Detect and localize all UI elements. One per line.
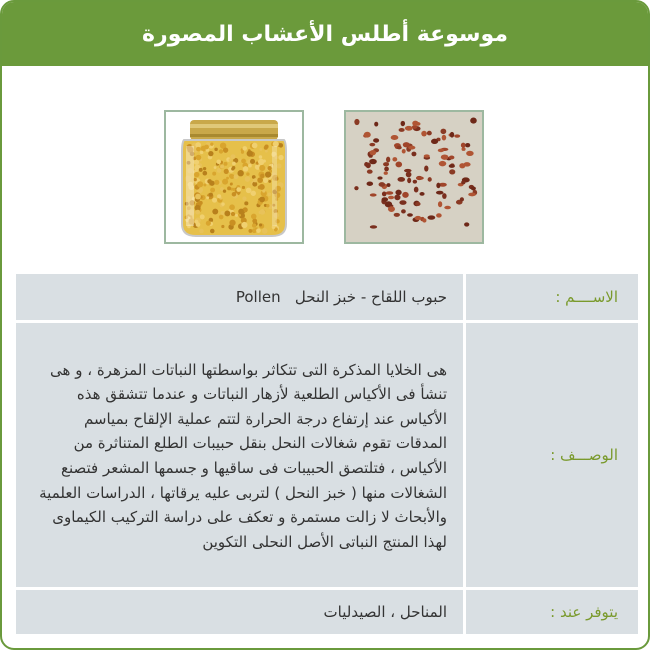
jar-photo-icon [166, 112, 302, 242]
page-title-text: موسوعة أطلس الأعشاب المصورة [142, 21, 508, 47]
seeds-photo-icon [346, 112, 482, 242]
description-value [16, 323, 463, 587]
page-title [2, 2, 648, 66]
description-text: هى الخلايا المذكرة التى تتكاثر بواسطتها النباتات المزهرة ، و هى تنشأ فى الأكياس الطلعية لأزهار النباتات و عندما تتشقق هذه الأكياس عند إرتفاع درجة الحرارة لتتم عملية الإلقاح بمياسم المدقات تقوم شغالات النحل بنقل حبيبات الطلع المتناثرة من الأكياس ، فتلتصق الحبيبات فى ساقيها و جسمها المشعر فتصنع الشغالات منها ( خبز النحل ) لتربى عليه يرقاتها ، الدراسات العلمية والأبحاث لا زالت مستمرة و تعكف على دراسة التركيب الكيماوى لهذا المنتج النباتى الأصل النحلى التكوين [39, 360, 447, 551]
description-label: الوصـــف : [466, 323, 638, 587]
table-row-name [16, 274, 638, 320]
availability-value: المناحل ، الصيدليات [16, 590, 463, 634]
name-value-text: حبوب اللقاح - خبز النحل Pollen [235, 288, 447, 306]
pollen-jar-image[interactable] [164, 110, 304, 244]
name-label: الاســــم : [466, 274, 638, 320]
table-row-availability [16, 590, 638, 634]
name-value [16, 274, 463, 320]
info-table [16, 274, 638, 637]
image-gallery [2, 110, 648, 250]
availability-label: يتوفر عند : [466, 590, 638, 634]
table-row-description [16, 323, 638, 587]
pollen-seeds-image[interactable] [344, 110, 484, 244]
